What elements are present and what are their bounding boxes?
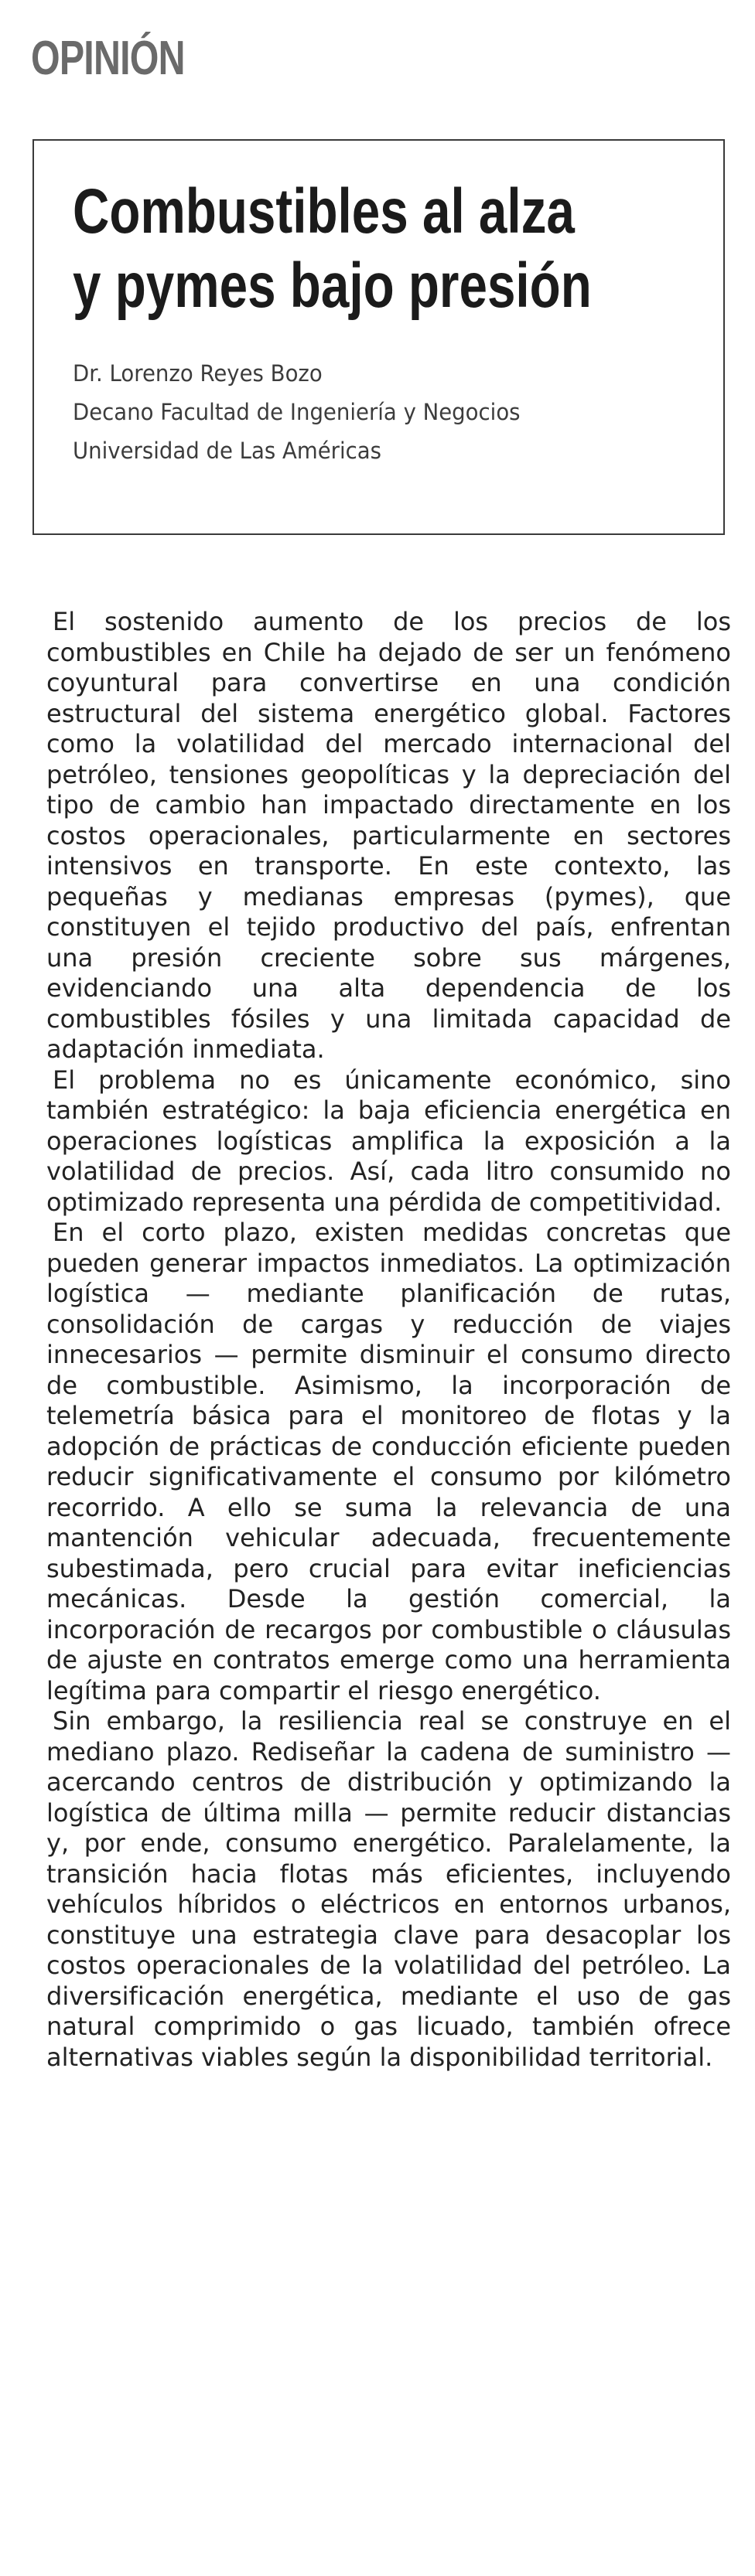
paragraph-2: El problema no es únicamente económico, sino también estratégico: la baja eficiencia energética en operaciones logísticas amplifica la exposición a la volatilidad de precios. Así, cada litro consumido no optimizado representa una pérdida de competitividad. bbox=[46, 1065, 731, 1217]
headline-box bbox=[32, 139, 725, 535]
author-title: Decano Facultad de Ingeniería y Negocios bbox=[73, 399, 521, 425]
section-label: OPINIÓN bbox=[31, 32, 185, 85]
headline-line-1: Combustibles al alza bbox=[73, 176, 575, 247]
headline-line-2: y pymes bajo presión bbox=[73, 250, 592, 321]
article-body bbox=[46, 607, 731, 2073]
author-name: Dr. Lorenzo Reyes Bozo bbox=[73, 360, 323, 387]
author-byline bbox=[73, 354, 521, 470]
paragraph-4: Sin embargo, la resiliencia real se construye en el mediano plazo. Rediseñar la cadena de suministro — acercando centros de distribución y optimizando la logística de última milla — permite reducir distancias y, por ende, consumo energético. Paralelamente, la transición hacia flotas más eficientes, incluyendo vehículos híbridos o eléctricos en entornos urbanos, constituye una estrategia clave para desacoplar los costos operacionales de la volatilidad del petróleo. La diversificación energética, mediante el uso de gas natural comprimido o gas licuado, también ofrece alternativas viables según la disponibilidad territorial. bbox=[46, 1706, 731, 2072]
author-institution: Universidad de Las Américas bbox=[73, 438, 382, 464]
article-headline bbox=[73, 175, 592, 323]
paragraph-1: El sostenido aumento de los precios de los combustibles en Chile ha dejado de ser un fenómeno coyuntural para convertirse en una condición estructural del sistema energético global. Factores como la volatilidad del mercado internacional del petróleo, tensiones geopolíticas y la depreciación del tipo de cambio han impactado directamente en los costos operacionales, particularmente en sectores intensivos en transporte. En este contexto, las pequeñas y medianas empresas (pymes), que constituyen el tejido productivo del país, enfrentan una presión creciente sobre sus márgenes, evidenciando una alta dependencia de los combustibles fósiles y una limitada capacidad de adaptación inmediata. bbox=[46, 607, 731, 1064]
paragraph-3: En el corto plazo, existen medidas concretas que pueden generar impactos inmediatos. La optimización logística — mediante planificación de rutas, consolidación de cargas y reducción de viajes innecesarios — permite disminuir el consumo directo de combustible. Asimismo, la incorporación de telemetría básica para el monitoreo de flotas y la adopción de prácticas de conducción eficiente pueden reducir significativamente el consumo por kilómetro recorrido. A ello se suma la relevancia de una mantención vehicular adecuada, frecuentemente subestimada, pero crucial para evitar ineficiencias mecánicas. Desde la gestión comercial, la incorporación de recargos por combustible o cláusulas de ajuste en contratos emerge como una herramienta legítima para compartir el riesgo energético. bbox=[46, 1218, 731, 1705]
